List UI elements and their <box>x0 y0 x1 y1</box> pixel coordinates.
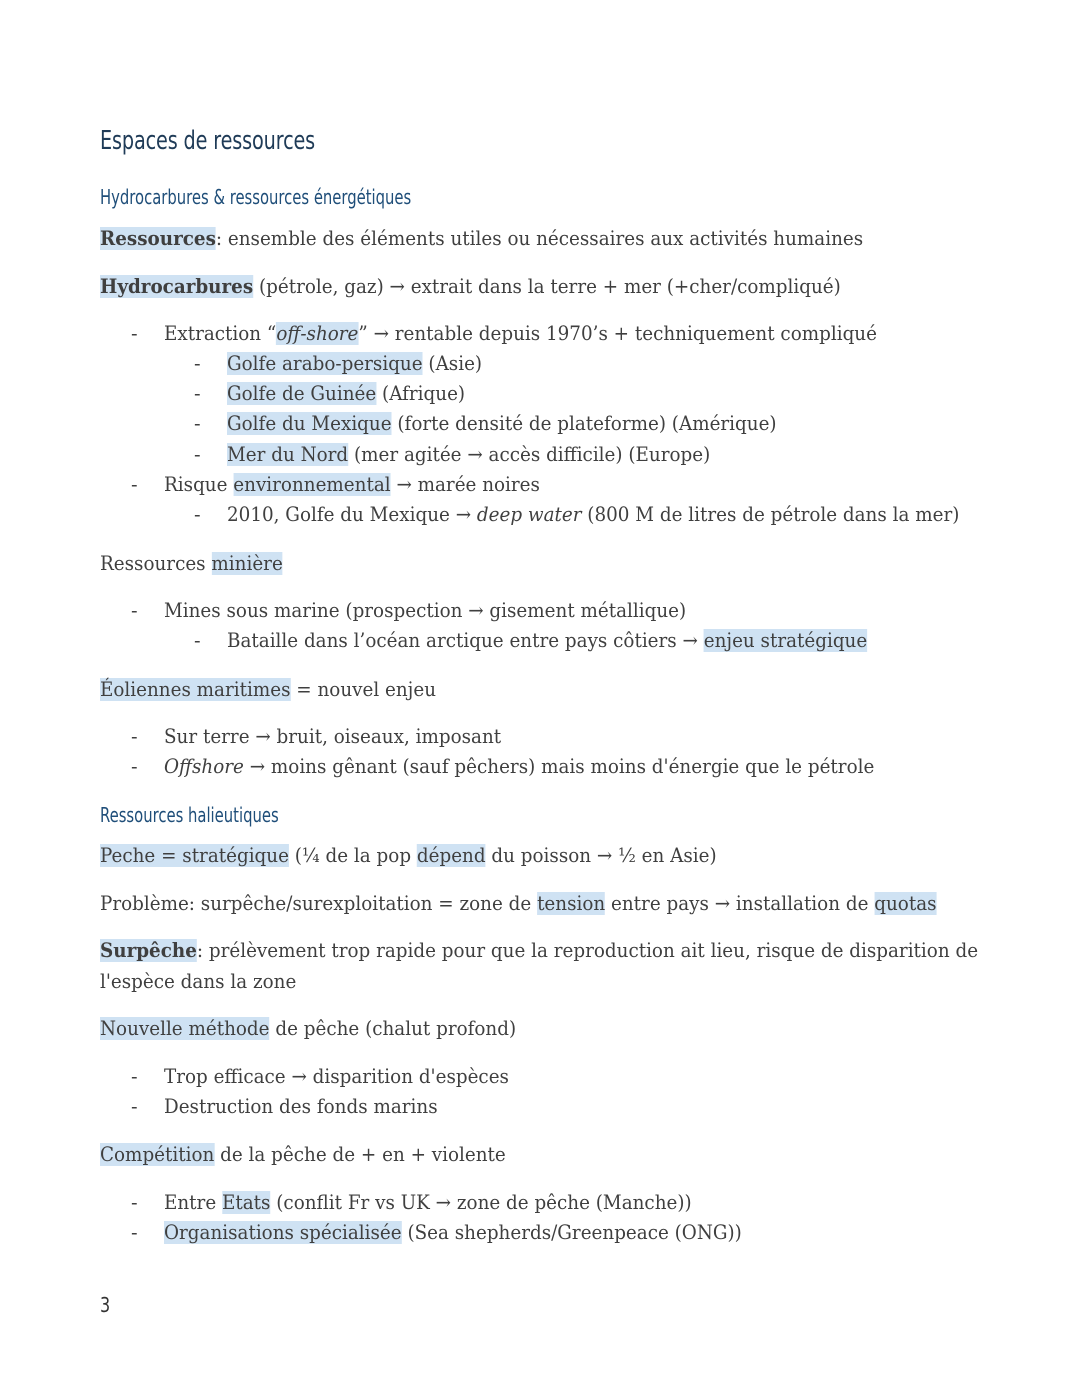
list-item <box>227 349 482 379</box>
term-highlight: Ressources <box>100 227 216 250</box>
text-span: Risque <box>164 473 234 496</box>
text-span: de pêche (chalut profond) <box>269 1017 517 1040</box>
term-highlight: Éoliennes maritimes <box>100 678 291 701</box>
bullet-dash: - <box>131 755 138 778</box>
text-span: ” → rentable depuis 1970’s + techniquement compliqué <box>358 322 877 345</box>
text-span: Entre <box>164 1191 223 1214</box>
text-span: entre pays → installation de <box>605 892 875 915</box>
text-span-italic: deep water <box>476 503 582 526</box>
text-span: Sur terre → bruit, oiseaux, imposant <box>164 725 502 748</box>
text-span: (mer agitée → accès difficile) (Europe) <box>348 443 711 466</box>
definition-surpeche <box>100 936 978 966</box>
text-span: (Asie) <box>422 352 483 375</box>
text-span: l'espèce dans la zone <box>100 970 297 993</box>
text-span: = nouvel enjeu <box>290 678 437 701</box>
text-span: de la pêche de + en + violente <box>214 1143 506 1166</box>
text-span: : ensemble des éléments utiles ou nécessaires aux activités humaines <box>215 227 864 250</box>
text-span: → moins gênant (sauf pêchers) mais moins d'énergie que le pétrole <box>243 755 875 778</box>
list-item <box>164 1218 742 1248</box>
definition-surpeche-continued <box>100 967 296 997</box>
term-highlight: Etats <box>222 1191 271 1214</box>
bullet-dash: - <box>131 725 138 748</box>
term-highlight: environnemental <box>233 473 391 496</box>
text-span: (forte densité de plateforme) (Amérique) <box>391 412 777 435</box>
text-span: 2010, Golfe du Mexique → <box>227 503 477 526</box>
text-span: Extraction “ <box>164 322 277 345</box>
list-item <box>164 470 540 500</box>
term-highlight: tension <box>537 892 606 915</box>
paragraph-competition <box>100 1140 506 1170</box>
section-heading-halieutiques: Ressources halieutiques <box>100 803 279 827</box>
text-span: : prélèvement trop rapide pour que la reproduction ait lieu, risque de disparition de <box>196 939 979 962</box>
bullet-dash: - <box>194 443 201 466</box>
bullet-dash: - <box>194 382 201 405</box>
list-item <box>164 722 501 752</box>
text-span: Destruction des fonds marins <box>164 1095 438 1118</box>
text-span: Trop efficace → disparition d'espèces <box>164 1065 509 1088</box>
bullet-dash: - <box>131 473 138 496</box>
paragraph-hydrocarbures <box>100 272 841 302</box>
bullet-dash: - <box>131 1191 138 1214</box>
paragraph-probleme <box>100 889 937 919</box>
term-highlight: Golfe du Mexique <box>227 412 392 435</box>
term-highlight: Surpêche <box>100 939 197 962</box>
list-item <box>227 409 777 439</box>
term-highlight: quotas <box>874 892 937 915</box>
text-span-italic: Offshore <box>164 755 244 778</box>
text-span: (conflit Fr vs UK → zone de pêche (Manche)) <box>270 1191 692 1214</box>
term-highlight: Hydrocarbures <box>100 275 254 298</box>
term-highlight: Golfe arabo-persique <box>227 352 423 375</box>
text-span: (Sea shepherds/Greenpeace (ONG)) <box>401 1221 742 1244</box>
section-heading-hydrocarbures: Hydrocarbures & ressources énergétiques <box>100 185 412 209</box>
bullet-dash: - <box>131 1095 138 1118</box>
list-item <box>164 1062 509 1092</box>
term-highlight: off-shore <box>276 322 359 345</box>
text-span: (800 M de litres de pétrole dans la mer) <box>581 503 960 526</box>
list-item <box>227 379 465 409</box>
bullet-dash: - <box>194 503 201 526</box>
list-item <box>227 500 959 530</box>
term-highlight: Golfe de Guinée <box>227 382 377 405</box>
term-highlight: Compétition <box>100 1143 215 1166</box>
bullet-dash: - <box>194 629 201 652</box>
paragraph-peche <box>100 841 717 871</box>
page-title: Espaces de ressources <box>100 126 316 156</box>
definition-ressources <box>100 224 863 254</box>
list-item <box>164 752 874 782</box>
list-item <box>164 319 877 349</box>
bullet-dash: - <box>131 1221 138 1244</box>
text-span: Mines sous marine (prospection → gisement métallique) <box>164 599 687 622</box>
page-number: 3 <box>100 1293 111 1317</box>
text-span: Problème: surpêche/surexploitation = zone de <box>100 892 538 915</box>
term-highlight: Nouvelle méthode <box>100 1017 270 1040</box>
paragraph-eoliennes <box>100 675 436 705</box>
bullet-dash: - <box>131 1065 138 1088</box>
text-span: (pétrole, gaz) → extrait dans la terre + mer (+cher/compliqué) <box>253 275 841 298</box>
term-highlight: dépend <box>416 844 486 867</box>
bullet-dash: - <box>131 599 138 622</box>
list-item <box>164 1188 692 1218</box>
text-span: → marée noires <box>390 473 540 496</box>
term-highlight: Peche = stratégique <box>100 844 289 867</box>
text-span: (Afrique) <box>376 382 466 405</box>
text-span: (¼ de la pop <box>288 844 417 867</box>
list-item <box>227 440 710 470</box>
text-span: Bataille dans l’océan arctique entre pays côtiers → <box>227 629 704 652</box>
paragraph-nouvelle-methode <box>100 1014 516 1044</box>
bullet-dash: - <box>194 412 201 435</box>
bullet-dash: - <box>194 352 201 375</box>
list-item <box>164 1092 438 1122</box>
term-highlight: enjeu stratégique <box>703 629 868 652</box>
list-item <box>164 596 686 626</box>
text-span: Ressources <box>100 552 212 575</box>
paragraph-ressources-miniere <box>100 549 283 579</box>
bullet-dash: - <box>131 322 138 345</box>
term-highlight: Mer du Nord <box>227 443 349 466</box>
term-highlight: minière <box>211 552 283 575</box>
list-item <box>227 626 867 656</box>
term-highlight: Organisations spécialisée <box>164 1221 402 1244</box>
text-span: du poisson → ½ en Asie) <box>485 844 717 867</box>
